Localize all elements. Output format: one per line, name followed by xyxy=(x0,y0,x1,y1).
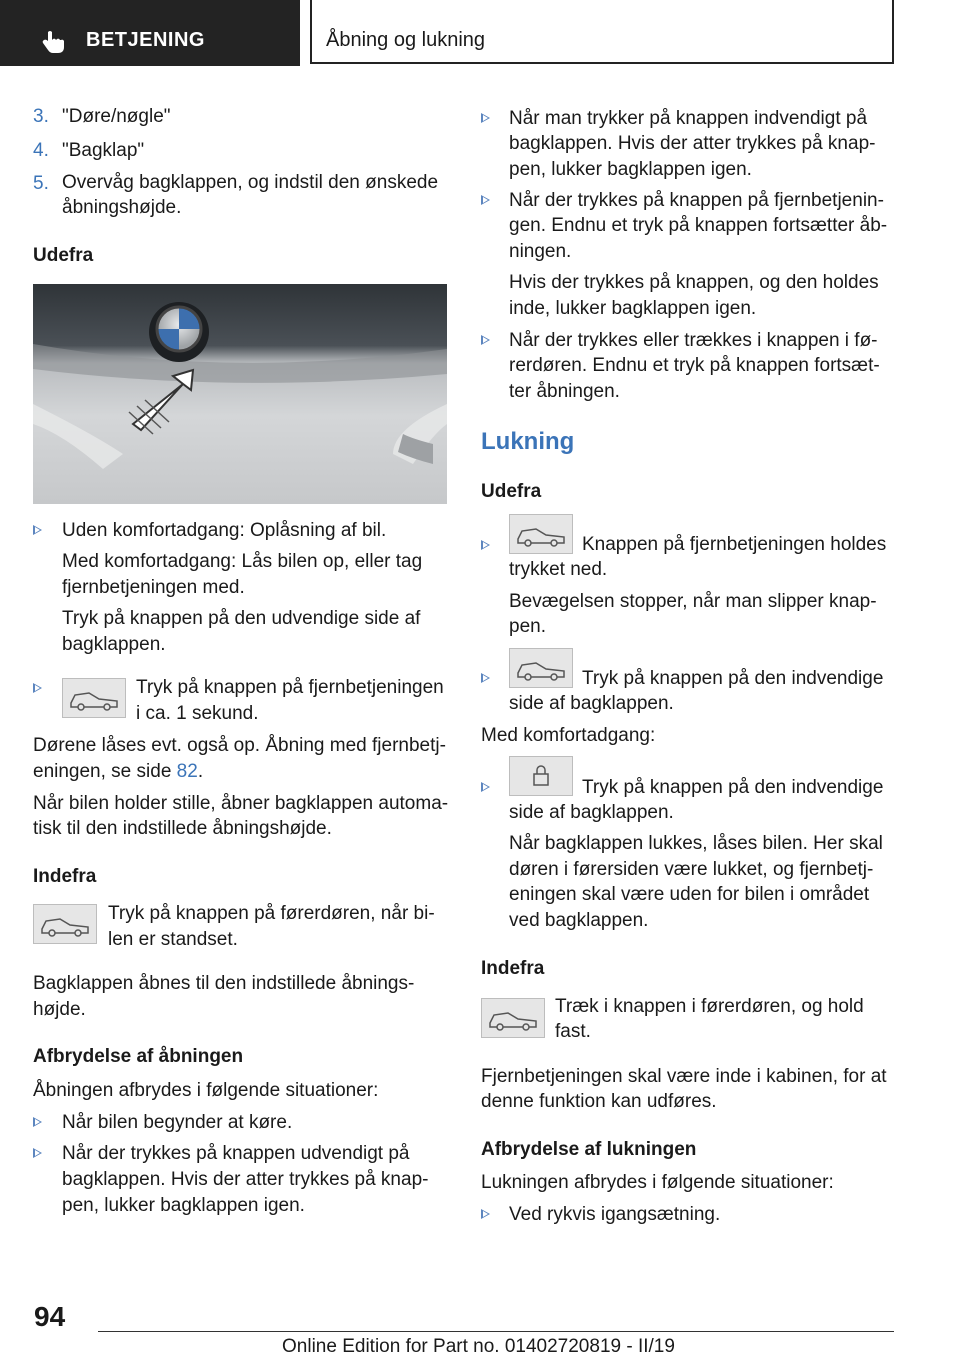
bullet-text: side af bagklappen. xyxy=(509,802,674,823)
paragraph: denne funktion kan udføres. xyxy=(481,1091,717,1112)
subheading-indefra: Indefra xyxy=(33,866,97,887)
paragraph-text: . xyxy=(197,761,204,782)
subheading-afbrydelse: Afbrydelse af åbningen xyxy=(33,1046,244,1067)
paragraph: Træk i knappen i førerdøren, og hold xyxy=(555,996,864,1017)
paragraph: Bagklappen åbnes til den indstillede åbnings- xyxy=(33,973,415,994)
bullet-text: Når der trykkes på knappen udvendigt på xyxy=(62,1143,410,1164)
list-item: "Døre/nøgle" xyxy=(62,106,171,127)
bullet-text: pen. xyxy=(509,616,546,637)
tailgate-car-icon xyxy=(509,514,573,554)
section-heading-lukning: Lukning xyxy=(481,428,575,455)
bullet-text: ved bagklappen. xyxy=(509,910,649,931)
bullet-text: pen, lukker bagklappen igen. xyxy=(62,1195,305,1216)
bullet-text: ter åbningen. xyxy=(509,381,620,402)
paragraph: Med komfortadgang: xyxy=(481,725,656,746)
triangle-bullet-icon xyxy=(481,195,490,205)
bullet-text: Hvis der trykkes på knappen, og den holdes xyxy=(509,272,879,293)
edition-text: Online Edition for Part no. 01402720819 - II/19 xyxy=(282,1336,675,1357)
bullet-text: eningen skal være uden for bilen i området xyxy=(509,884,870,905)
triangle-bullet-icon xyxy=(33,683,42,693)
hand-pointer-icon xyxy=(40,28,66,54)
triangle-bullet-icon xyxy=(481,782,490,792)
bullet-text: Uden komfortadgang: Oplåsning af bil. xyxy=(62,520,387,541)
paragraph: Lukningen afbrydes i følgende situationer: xyxy=(481,1172,834,1193)
triangle-bullet-icon xyxy=(481,1209,490,1219)
section-tab xyxy=(0,0,300,66)
bullet-text: rerdøren. Endnu et tryk på knappen fortsæt- xyxy=(509,355,880,376)
paragraph: Åbningen afbrydes i følgende situationer: xyxy=(33,1080,379,1101)
paragraph: Tryk på knappen på førerdøren, når bi- xyxy=(108,903,435,924)
bullet-text: Bevægelsen stopper, når man slipper knap- xyxy=(509,591,877,612)
lock-icon xyxy=(509,756,573,796)
paragraph: Når bilen holder stille, åbner bagklappen automa- xyxy=(33,793,449,814)
paragraph: tisk til den indstillede åbningshøjde. xyxy=(33,818,332,839)
bullet-text: side af bagklappen. xyxy=(509,693,674,714)
section-label: BETJENING xyxy=(86,29,205,51)
bullet-text: Tryk på knappen på den udvendige side af xyxy=(62,608,421,629)
triangle-bullet-icon xyxy=(481,113,490,123)
bullet-text: Når bilen begynder at køre. xyxy=(62,1112,293,1133)
page-header xyxy=(310,0,894,64)
triangle-bullet-icon xyxy=(33,1148,42,1158)
bullet-text: Knappen på fjernbetjeningen holdes xyxy=(582,534,887,555)
bullet-text: Tryk på knappen på den indvendige xyxy=(582,777,884,798)
footer-divider xyxy=(98,1331,894,1332)
paragraph: fast. xyxy=(555,1021,591,1042)
paragraph-line xyxy=(33,759,203,784)
triangle-bullet-icon xyxy=(481,673,490,683)
bullet-text: Når bagklappen lukkes, låses bilen. Her skal xyxy=(509,833,883,854)
bullet-text: døren i førersiden være lukket, og fjernbetj- xyxy=(509,859,874,880)
tailgate-car-icon xyxy=(33,904,97,944)
bullet-text: trykket ned. xyxy=(509,559,608,580)
triangle-bullet-icon xyxy=(33,525,42,535)
bullet-text: Tryk på knappen på fjernbetjeningen xyxy=(136,677,444,698)
triangle-bullet-icon xyxy=(481,540,490,550)
bullet-text: pen, lukker bagklappen igen. xyxy=(509,159,752,180)
paragraph: højde. xyxy=(33,999,86,1020)
bullet-text: Når man trykker på knappen indvendigt på xyxy=(509,108,868,129)
triangle-bullet-icon xyxy=(33,1117,42,1127)
paragraph: Dørene låses evt. også op. Åbning med fjernbetj- xyxy=(33,735,446,756)
page-link[interactable]: 82 xyxy=(176,761,198,782)
page-number: 94 xyxy=(34,1301,66,1332)
bullet-text: Med komfortadgang: Lås bilen op, eller tag xyxy=(62,551,423,572)
list-number: 4. xyxy=(33,140,49,161)
subheading-udefra: Udefra xyxy=(33,245,94,266)
bullet-text: fjernbetjeningen med. xyxy=(62,577,245,598)
bullet-text: bagklappen. Hvis der atter trykkes på knap- xyxy=(509,133,876,154)
tailgate-car-icon xyxy=(481,998,545,1038)
paragraph: Fjernbetjeningen skal være inde i kabinen, for at xyxy=(481,1066,887,1087)
bullet-text: Tryk på knappen på den indvendige xyxy=(582,668,884,689)
bullet-text: bagklappen. xyxy=(62,634,166,655)
subheading-udefra: Udefra xyxy=(481,481,542,502)
list-item: "Bagklap" xyxy=(62,140,145,161)
tailgate-car-icon xyxy=(62,678,126,718)
triangle-bullet-icon xyxy=(481,335,490,345)
list-number: 3. xyxy=(33,106,49,127)
bullet-text: inde, lukker bagklappen igen. xyxy=(509,298,757,319)
bullet-text: Ved rykvis igangsætning. xyxy=(509,1204,721,1225)
subheading-afbrydelse: Afbrydelse af lukningen xyxy=(481,1139,697,1160)
list-item: åbningshøjde. xyxy=(62,197,182,218)
list-item: Overvåg bagklappen, og indstil den ønskede xyxy=(62,172,439,193)
tailgate-car-icon xyxy=(509,648,573,688)
bullet-text: gen. Endnu et tryk på knappen fortsætter åb- xyxy=(509,215,888,236)
bullet-text: i ca. 1 sekund. xyxy=(136,703,259,724)
subheading-indefra: Indefra xyxy=(481,958,545,979)
bullet-text: bagklappen. Hvis der atter trykkes på knap- xyxy=(62,1169,429,1190)
page-title: Åbning og lukning xyxy=(326,29,486,51)
bullet-text: Når der trykkes eller trækkes i knappen i fø- xyxy=(509,330,878,351)
paragraph: len er standset. xyxy=(108,929,238,950)
tailgate-photo xyxy=(33,284,447,504)
paragraph-text: eningen, se side xyxy=(33,761,177,782)
list-number: 5. xyxy=(33,173,49,194)
bullet-text: Når der trykkes på knappen på fjernbetjenin- xyxy=(509,190,884,211)
bullet-text: ningen. xyxy=(509,241,572,262)
